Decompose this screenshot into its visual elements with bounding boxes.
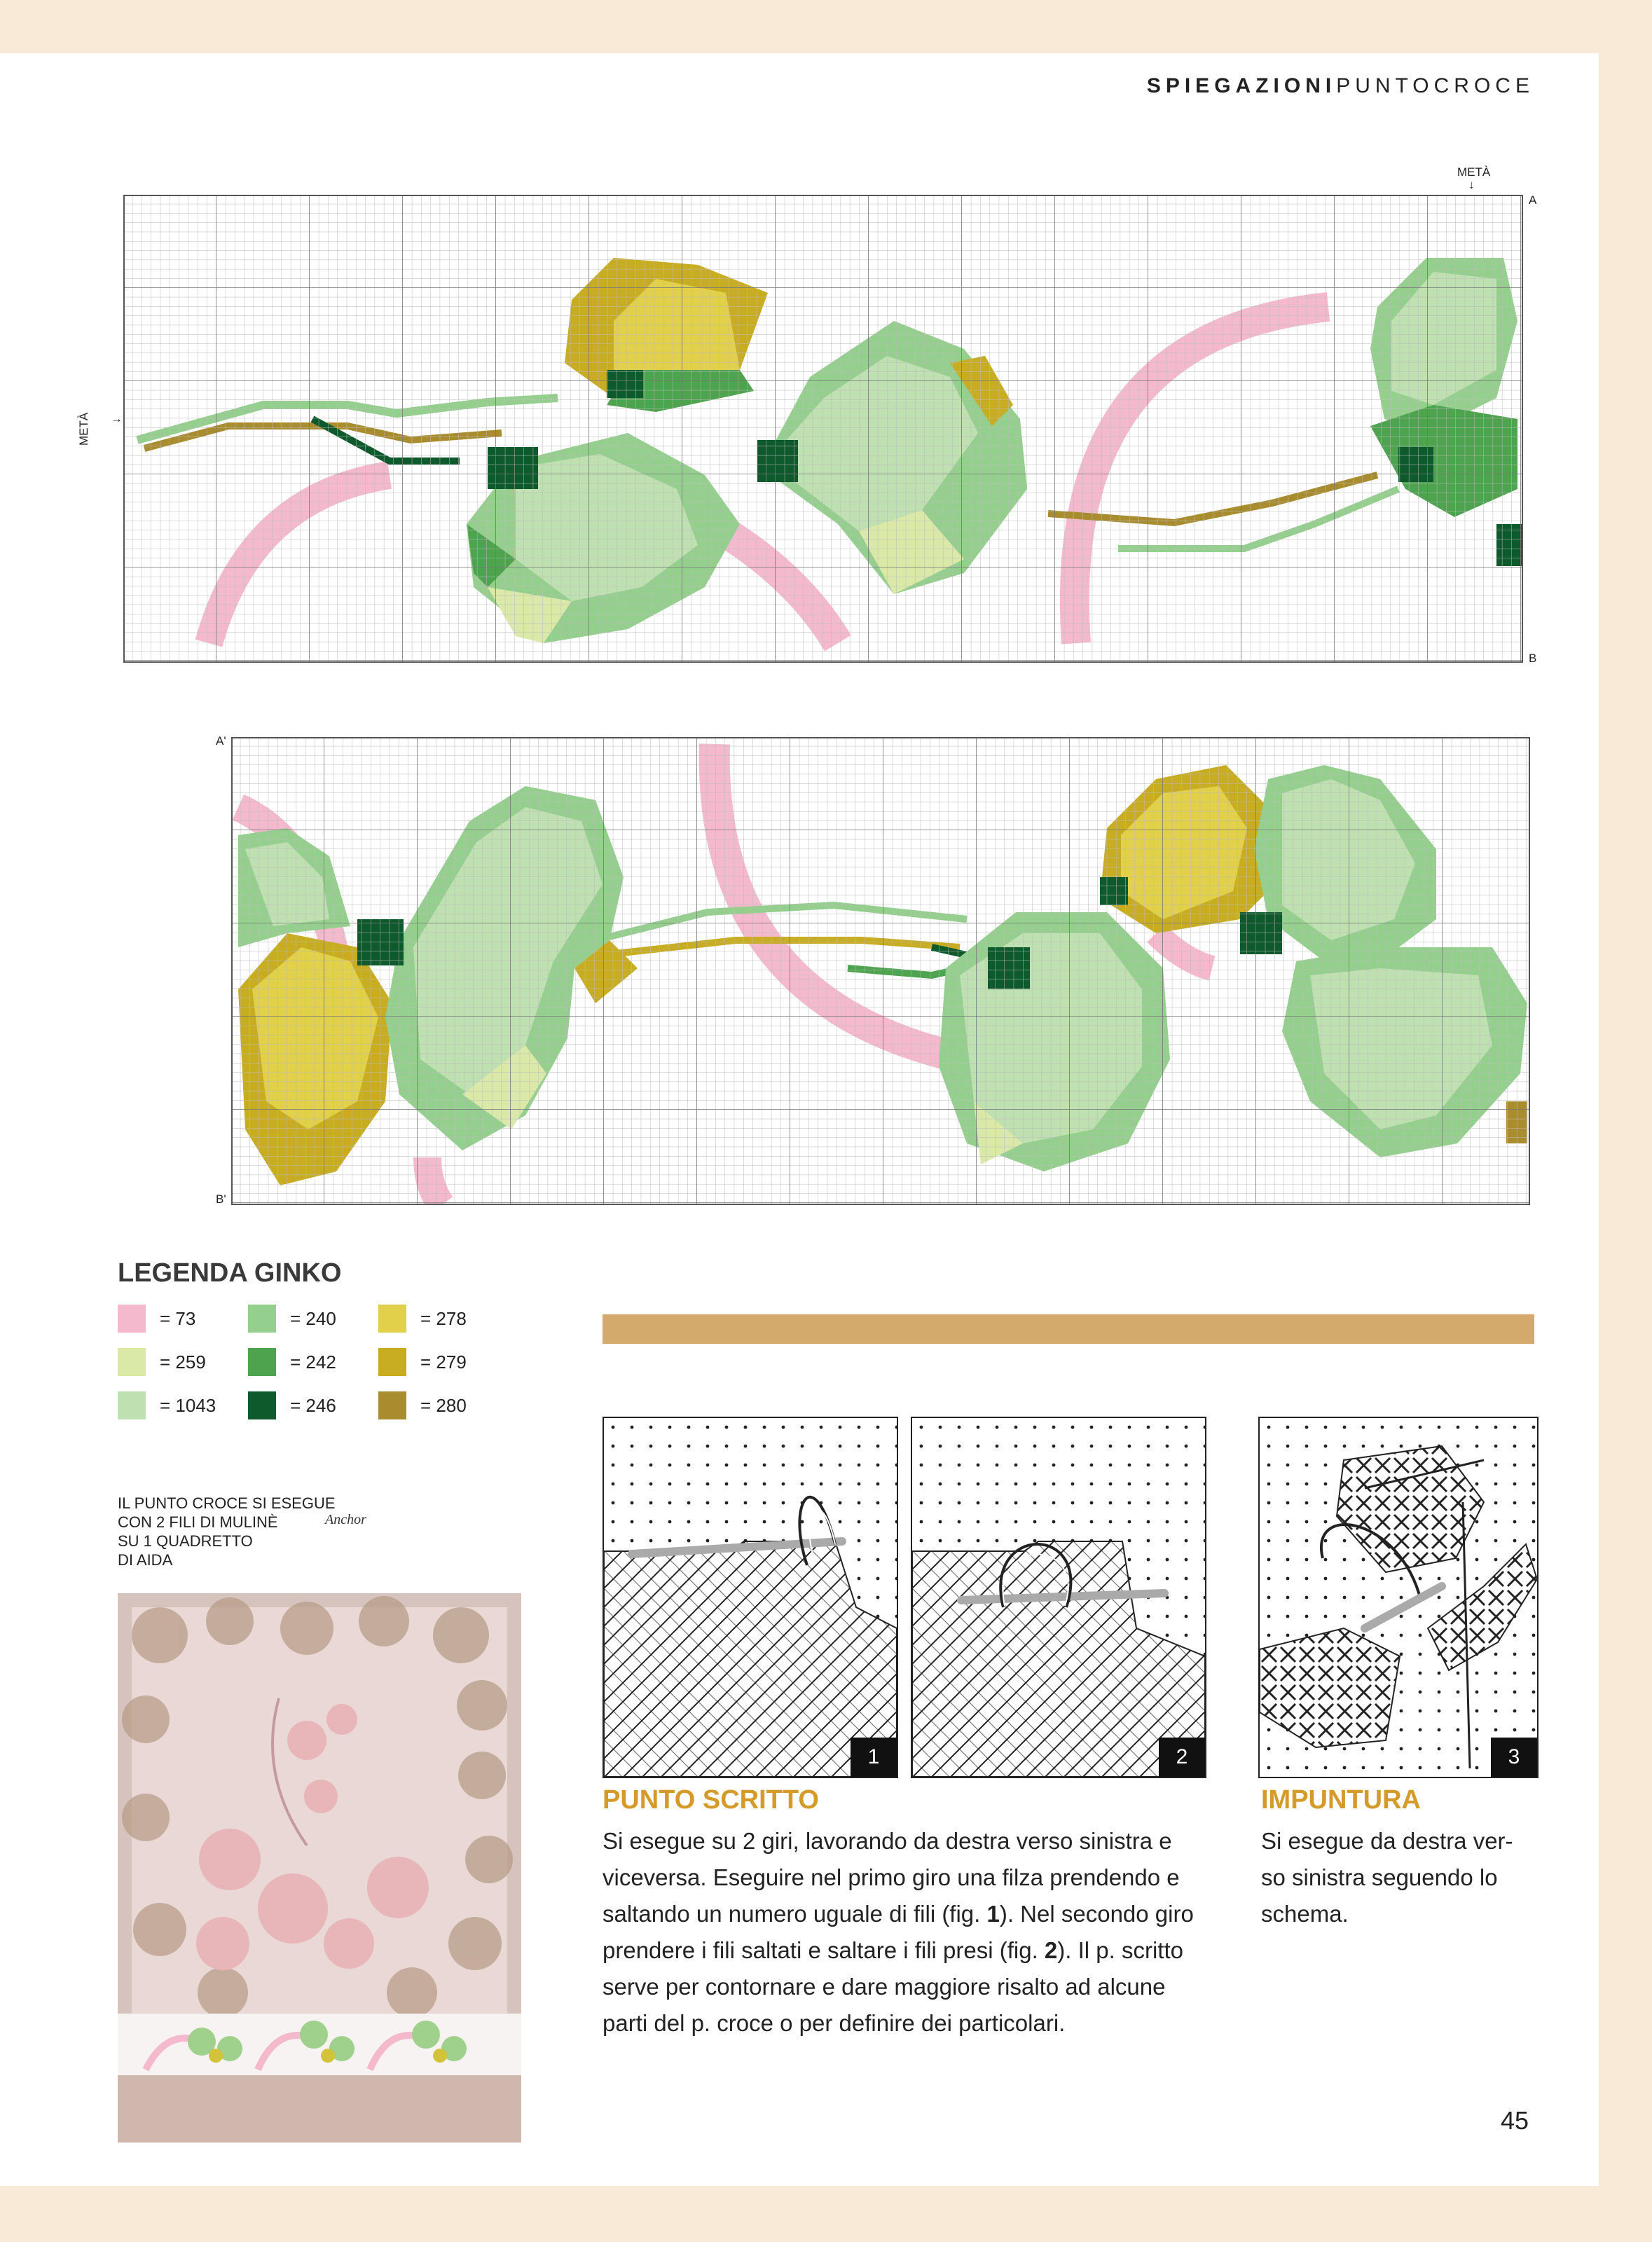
figure-1	[603, 1417, 898, 1778]
legend-label: = 259	[160, 1351, 206, 1373]
text-line: prendere i fili saltati e saltare i fili presi (fig. 2). Il p. scritto	[603, 1937, 1183, 1963]
legend-label: = 1043	[160, 1394, 216, 1416]
figure-3	[1258, 1417, 1539, 1778]
impuntura-text	[1261, 1823, 1541, 1932]
legend-label: = 279	[420, 1351, 467, 1373]
text-line: schema.	[1261, 1901, 1349, 1927]
page-number: 45	[1500, 2106, 1529, 2135]
legend-label: = 280	[420, 1394, 467, 1416]
arrow-right-icon: →	[111, 412, 123, 425]
legend-item	[118, 1391, 216, 1419]
section-divider-bar	[603, 1314, 1534, 1344]
legend-label: = 242	[290, 1351, 336, 1373]
text-line: serve per contornare e dare maggiore risalto ad alcune	[603, 1974, 1166, 2000]
legend-swatch	[248, 1348, 276, 1376]
legend-swatch	[378, 1348, 406, 1376]
legend-swatch	[118, 1348, 146, 1376]
arrow-down-icon: ↓	[1468, 178, 1475, 191]
note-line: CON 2 FILI DI MULINÈ	[118, 1513, 278, 1531]
cross-stitch-chart-top	[123, 195, 1523, 663]
legend-label: = 278	[420, 1307, 467, 1329]
towel-photo	[118, 1593, 521, 2143]
figure-number: 1	[851, 1738, 897, 1777]
note-line: SU 1 QUADRETTO	[118, 1532, 253, 1550]
legend-item	[378, 1348, 467, 1376]
chart-top-label-b: B	[1529, 652, 1537, 665]
legend-label: = 240	[290, 1307, 336, 1329]
chart-bottom-label-b: B'	[216, 1192, 226, 1206]
legend-item	[378, 1305, 467, 1333]
legend-item	[118, 1348, 206, 1376]
legend-label: = 73	[160, 1307, 196, 1329]
figure-number: 3	[1491, 1738, 1537, 1777]
figure-number: 2	[1159, 1738, 1205, 1777]
chart-top-meta-left-label: METÀ	[77, 412, 90, 446]
legend-swatch	[248, 1305, 276, 1333]
chart-top-label-a: A	[1529, 193, 1537, 207]
cross-stitch-chart-bottom	[231, 737, 1530, 1205]
text-line: Si esegue su 2 giri, lavorando da destra verso sinistra e	[603, 1828, 1172, 1854]
legend-item	[118, 1305, 195, 1333]
legend-item	[378, 1391, 467, 1419]
legend-item	[248, 1305, 336, 1333]
text-line: so sinistra seguendo lo	[1261, 1864, 1498, 1890]
punto-scritto-text	[603, 1823, 1233, 2042]
text-line: viceversa. Eseguire nel primo giro una filza prendendo e	[603, 1864, 1180, 1890]
legend-swatch	[378, 1391, 406, 1419]
legend-swatch	[378, 1305, 406, 1333]
page-header: SPIEGAZIONIPUNTOCROCE	[1146, 74, 1534, 97]
legend-swatch	[118, 1305, 146, 1333]
text-line: saltando un numero uguale di fili (fig. 1). Nel secondo giro	[603, 1901, 1194, 1927]
legend-swatch	[118, 1391, 146, 1419]
text-line: parti del p. croce o per definire dei particolari.	[603, 2010, 1066, 2036]
chart-top-meta-top-label: METÀ	[1457, 165, 1491, 179]
chart-bottom-label-a: A'	[216, 734, 226, 748]
legend-label: = 246	[290, 1394, 336, 1416]
stitch-note	[118, 1494, 412, 1569]
impuntura-title: IMPUNTURA	[1261, 1785, 1421, 1815]
note-line: IL PUNTO CROCE SI ESEGUE	[118, 1494, 336, 1512]
legend-swatch	[248, 1391, 276, 1419]
legend-item	[248, 1348, 336, 1376]
punto-scritto-title: PUNTO SCRITTO	[603, 1785, 819, 1815]
figure-2	[911, 1417, 1206, 1778]
legend-title: LEGENDA GINKO	[118, 1258, 342, 1288]
legend	[118, 1305, 538, 1487]
note-line: DI AIDA	[118, 1551, 173, 1569]
page	[0, 53, 1599, 2186]
anchor-brand-logo: Anchor	[325, 1512, 366, 1527]
legend-item	[248, 1391, 336, 1419]
text-line: Si esegue da destra ver-	[1261, 1828, 1513, 1854]
